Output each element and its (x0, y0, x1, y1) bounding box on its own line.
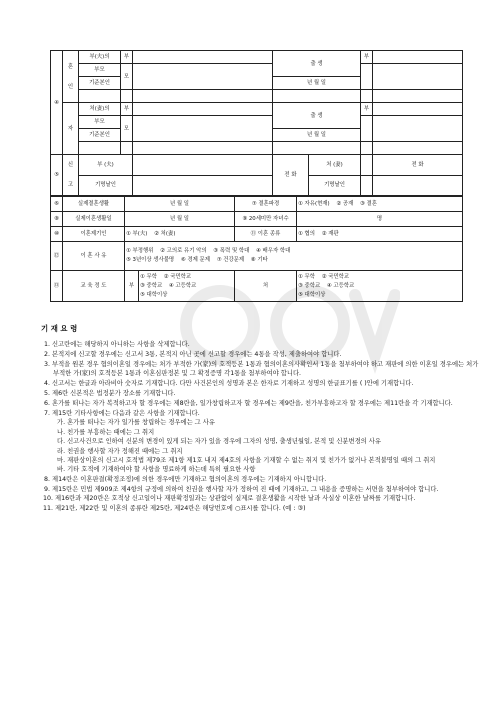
r7-no: ⑧ (51, 212, 63, 227)
r6-label: 실제결혼생활 (63, 197, 125, 212)
r9-opt-8[interactable]: ⑧ 기타 (250, 257, 268, 263)
wife-side-label: 자 (63, 103, 79, 155)
r9-opt-2[interactable]: ② 고의로 유기 악의 (160, 248, 207, 254)
r10-no: ⑬ (51, 271, 63, 302)
wife-mother-name[interactable] (133, 116, 273, 142)
seal-label-2: 기명날인 (309, 175, 361, 196)
r6-value[interactable]: 년 월 일 (125, 197, 235, 212)
r10-h-opt-5[interactable]: ⑤ 대학이상 (140, 291, 168, 298)
details-table (50, 196, 463, 302)
r6-options (297, 197, 463, 212)
r10-h-opt-1[interactable]: ① 무학 (140, 273, 157, 280)
instruction-item: 11. 제21란, 제22란 및 이혼의 종류란 제25란, 제24란은 해당번호에 ○표시를 합니다. (예 : ③) (43, 505, 306, 513)
instruction-subitem: 가. 혼가를 떠나는 자가 일가를 창립하는 경우에는 그 사유 (57, 419, 215, 427)
row-mother: 모 (121, 64, 133, 90)
husband-father-name[interactable] (133, 51, 273, 64)
r8-mid: ⑪ 이혼 종류 (235, 227, 297, 242)
r7-label: 실제이혼생활일 (63, 212, 125, 227)
birth-prefix-2: 부 (361, 103, 373, 116)
instruction-item: 4. 신고서는 한글과 아라비아 숫자로 기재합니다. 다만 사건본인의 성명과 본은 한자로 기재하고 성명의 한글표기를 ( )안에 기재합니다. (44, 380, 414, 388)
father-label: 부(夫)의 (79, 51, 121, 64)
r10-w-opt-1[interactable]: ① 무학 (298, 273, 315, 280)
r9-opt-7[interactable]: ⑦ 건강문제 (216, 257, 245, 263)
phone-label-1: 전 화 (273, 155, 309, 196)
instruction-subitem: 다. 신고사건으로 인하여 신분의 변경이 있게 되는 자가 있을 경우에 그자의 성명, 출생년월일, 본적 및 신분변경의 사유 (57, 438, 381, 446)
r10-husband-options (139, 271, 235, 302)
r8-options-2 (297, 227, 463, 242)
r10-w-opt-2[interactable]: ② 국민학교 (321, 273, 350, 280)
instruction-item: 6. 혼가를 떠나는 자가 복적하고자 할 경우에는 제8란을, 일가창립하고자 할 경우에는 제9란을, 친가부흥하고자 할 경우에는 제11란을 각 기재합니다. (44, 399, 453, 407)
instructions (41, 324, 481, 514)
section5-label: ⑤ (51, 155, 63, 196)
husband-sign-label: 부 (夫) (79, 155, 133, 176)
r10-wife: 처 (235, 271, 297, 302)
instruction-subitem: 바. 기타 호적에 기재하여야 할 사항을 명료하게 하는데 특히 필요한 사항 (57, 466, 256, 474)
instruction-subitem: 라. 친권을 행사할 자가 정해진 때에는 그 취지 (57, 447, 183, 455)
r9-opt-6[interactable]: ⑥ 경제 문제 (180, 257, 210, 263)
r10-w-opt-3[interactable]: ③ 중학교 (298, 282, 321, 289)
r9-label: 이 혼 사 유 (63, 242, 125, 271)
r10-h-opt-4[interactable]: ④ 고등학교 (168, 282, 197, 289)
birth-label: 출 생 (273, 51, 361, 77)
r6-opt-3[interactable]: ③ 결혼 (360, 201, 377, 207)
r8-opt-1[interactable]: ① 부(夫) (126, 231, 148, 237)
r8-no: ⑩ (51, 227, 63, 242)
row-father-2: 부 (121, 103, 133, 116)
r9-opt-4[interactable]: ④ 배우자 학대 (256, 248, 291, 254)
wife-sign-label: 처 (妻) (309, 155, 361, 176)
birth-prefix: 부 (361, 51, 373, 64)
r10-w-opt-4[interactable]: ④ 고등학교 (326, 282, 355, 289)
r10-h-opt-3[interactable]: ③ 중학교 (140, 282, 163, 289)
r10-husband: 부 (125, 271, 139, 302)
row-father: 부 (121, 51, 133, 64)
r10-h-opt-2[interactable]: ② 국민학교 (163, 273, 192, 280)
r8-options (125, 227, 235, 242)
instruction-item: 3. 부적을 원본 경우 협의이혼일 경우에는 처가 부적한 가(家)의 호적등본 1통과 협의이혼의사확인서 1통을 첨부하여야 하고 재판에 의한 이혼일 경우에는 처가 부적한 가(家)의 호적등본 1통과 이혼심판정본 및 그 확정증명 각1통을 첨부하여야 합니다. (44, 361, 479, 378)
seal-label-1: 기명날인 (79, 175, 133, 196)
section4-label: ④ (51, 51, 63, 155)
r6-mid: ⑦ 결혼파경 (235, 197, 297, 212)
husband-father-birth[interactable] (373, 51, 463, 64)
instruction-item: 7. 제15란 기타사항에는 다음과 같은 사항을 기재합니다. (44, 409, 200, 417)
r6-opt-2[interactable]: ② 공재 (336, 201, 354, 207)
instruction-item: 10. 제16란과 제20란은 호적상 신고일이나 재판확정일과는 상관없이 실제로 결혼생활을 시작한 날과 사실상 이혼한 날짜를 기재합니다. (43, 495, 416, 503)
parties-table (50, 50, 463, 196)
birth-label-2: 출 생 (273, 103, 361, 129)
reg-label-1: 기준본인 (79, 77, 121, 90)
reg-label-2: 기준본인 (79, 129, 121, 142)
r9-opt-5[interactable]: ⑤ 3년이상 생사불명 (126, 257, 175, 263)
r7-value[interactable]: 년 월 일 (125, 212, 235, 227)
phone-label-2: 전 화 (373, 155, 463, 176)
r6-no: ⑥ (51, 197, 63, 212)
wife-mother-birth[interactable] (373, 116, 463, 142)
wife-seal-field[interactable] (361, 175, 373, 196)
instruction-item: 8. 제14란은 이혼판결(확정조정)에 의한 경우에만 기재하고 협의이혼의 경우에는 기재하지 아니합니다. (44, 475, 327, 483)
r7-end[interactable]: 명 (297, 212, 463, 227)
mother-label: 처(妻)의 (79, 103, 121, 116)
husband-seal-field[interactable] (133, 175, 273, 196)
husband-sign-field[interactable] (133, 155, 273, 176)
father-sub: 부모 (79, 64, 121, 77)
r9-opt-1[interactable]: ① 부정행위 (126, 248, 154, 254)
r9-options (125, 242, 463, 271)
r6-opt-1[interactable]: ① 자유(현재) (298, 201, 330, 207)
r7-mid: ⑨ 20세미만 자녀수 (235, 212, 297, 227)
husband-side-label: 혼 인 (63, 51, 79, 103)
wife-sign-field[interactable] (361, 155, 373, 176)
r8-opt2-1[interactable]: ① 협의 (298, 231, 315, 237)
r8-opt-2[interactable]: ② 처(妻) (154, 231, 176, 237)
wife-father-name[interactable] (133, 103, 273, 116)
r10-w-opt-5[interactable]: ⑤ 대학이상 (298, 291, 326, 298)
reporter-label: 신 고 (63, 155, 79, 196)
instruction-item: 1. 신고란에는 해당하지 아니하는 사항을 삭제합니다. (44, 341, 190, 349)
husband-mother-birth[interactable] (373, 64, 463, 90)
mother-sub: 부모 (79, 116, 121, 129)
instructions-title: 기 재 요 령 (41, 324, 78, 333)
instruction-item: 2. 본적지에 신고할 경우에는 신고서 3통, 본적지 아닌 곳에 신고할 경우에는 4통을 작성, 제출하여야 합니다. (44, 351, 342, 359)
husband-mother-name[interactable] (133, 64, 273, 90)
regnum-1: 년 월 일 (273, 77, 361, 90)
row-mother-2: 모 (121, 116, 133, 142)
r10-label: 교 육 정 도 (63, 271, 125, 302)
regnum-2: 년 월 일 (273, 129, 361, 142)
wife-father-birth[interactable] (373, 103, 463, 116)
r8-label: 이혼제기인 (63, 227, 125, 242)
instruction-item: 5. 제6란 신본적은 법정분가 장소를 기재합니다. (44, 390, 176, 397)
instruction-subitem: 마. 재판상이혼의 신고시 호적법 제79조 제1항 제1호 내지 제4호의 사항을 기재할 수 없는 취지 및 친가가 없거나 본적불명일 때의 그 취지 (57, 457, 436, 465)
instruction-subitem: 나. 친가를 부흥하는 때에는 그 취지 (57, 428, 155, 436)
r9-opt-3[interactable]: ③ 폭력 및 학대 (213, 248, 250, 254)
r8-opt2-2[interactable]: ② 재판 (321, 231, 339, 237)
r10-wife-options (297, 271, 463, 302)
instruction-item: 9. 제15란은 민법 제909조 제4항의 규정에 의하여 친권을 행사할 자가 정하여 진 때에 기재하고, 그 내용을 증명하는 서면을 첨부하여야 합니다. (44, 485, 439, 493)
r9-no: ⑫ (51, 242, 63, 271)
